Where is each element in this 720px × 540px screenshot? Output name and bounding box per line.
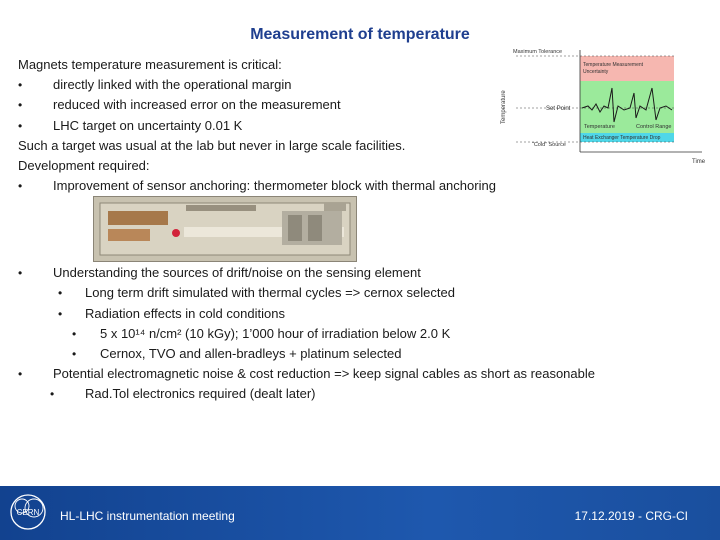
temperature-diagram bbox=[496, 48, 714, 166]
cold-source-label: “Cold” Source bbox=[532, 142, 566, 148]
list-item: reduced with increased error on the measurement bbox=[53, 97, 341, 112]
bullet-icon: • bbox=[18, 179, 23, 193]
body-text: Development required: bbox=[18, 158, 150, 173]
thermometer-block-photo bbox=[93, 196, 357, 262]
uncertainty-label-2: Uncertainty bbox=[583, 69, 609, 75]
list-item: 5 x 10¹⁴ n/cm² (10 kGy); 1’000 hour of irradiation below 2.0 K bbox=[100, 326, 451, 341]
max-tolerance-label: Maximum Tolerance bbox=[513, 49, 563, 55]
bullet-icon: • bbox=[18, 266, 23, 280]
bullet-icon: • bbox=[58, 307, 63, 321]
meeting-name: HL-LHC instrumentation meeting bbox=[60, 509, 235, 523]
uncertainty-label-1: Temperature Measurement bbox=[583, 62, 644, 68]
list-item: Rad.Tol electronics required (dealt later) bbox=[85, 386, 316, 401]
bullet-icon: • bbox=[18, 119, 23, 133]
intro-line: Magnets temperature measurement is critical: bbox=[18, 57, 282, 72]
bullet-icon: • bbox=[18, 98, 23, 112]
slide-title: Measurement of temperature bbox=[250, 26, 470, 43]
setpoint-label: Set Point bbox=[546, 106, 571, 112]
control-range-label: Control Range bbox=[636, 124, 672, 130]
temperature-axis-label: Temperature bbox=[501, 90, 507, 124]
heat-exchanger-label: Heat Exchanger Temperature Drop bbox=[583, 135, 661, 141]
bullet-icon: • bbox=[72, 327, 77, 341]
time-axis-label: Time bbox=[692, 159, 706, 165]
temperature-label: Temperature bbox=[584, 124, 615, 130]
list-item: Potential electromagnetic noise & cost reduction => keep signal cables as short as reasonable bbox=[53, 366, 595, 381]
list-item: Long term drift simulated with thermal cycles => cernox selected bbox=[85, 285, 455, 300]
bullet-icon: • bbox=[72, 347, 77, 361]
footer-bar bbox=[0, 486, 720, 540]
list-item: Understanding the sources of drift/noise on the sensing element bbox=[53, 265, 421, 280]
body-text: Such a target was usual at the lab but never in large scale facilities. bbox=[18, 138, 406, 153]
list-item: directly linked with the operational margin bbox=[53, 77, 292, 92]
list-item: Radiation effects in cold conditions bbox=[85, 306, 285, 321]
bullet-icon: • bbox=[18, 78, 23, 92]
list-item: LHC target on uncertainty 0.01 K bbox=[53, 118, 243, 133]
list-item: Cernox, TVO and allen-bradleys + platinum selected bbox=[100, 346, 402, 361]
bullet-icon: • bbox=[50, 387, 55, 401]
date-reference: 17.12.2019 - CRG-CI bbox=[574, 509, 688, 523]
bullet-icon: • bbox=[58, 286, 63, 300]
logo-text: CERN bbox=[16, 508, 40, 517]
list-item: Improvement of sensor anchoring: thermometer block with thermal anchoring bbox=[53, 178, 496, 193]
cern-logo-icon bbox=[8, 492, 48, 532]
bullet-icon: • bbox=[18, 367, 23, 381]
